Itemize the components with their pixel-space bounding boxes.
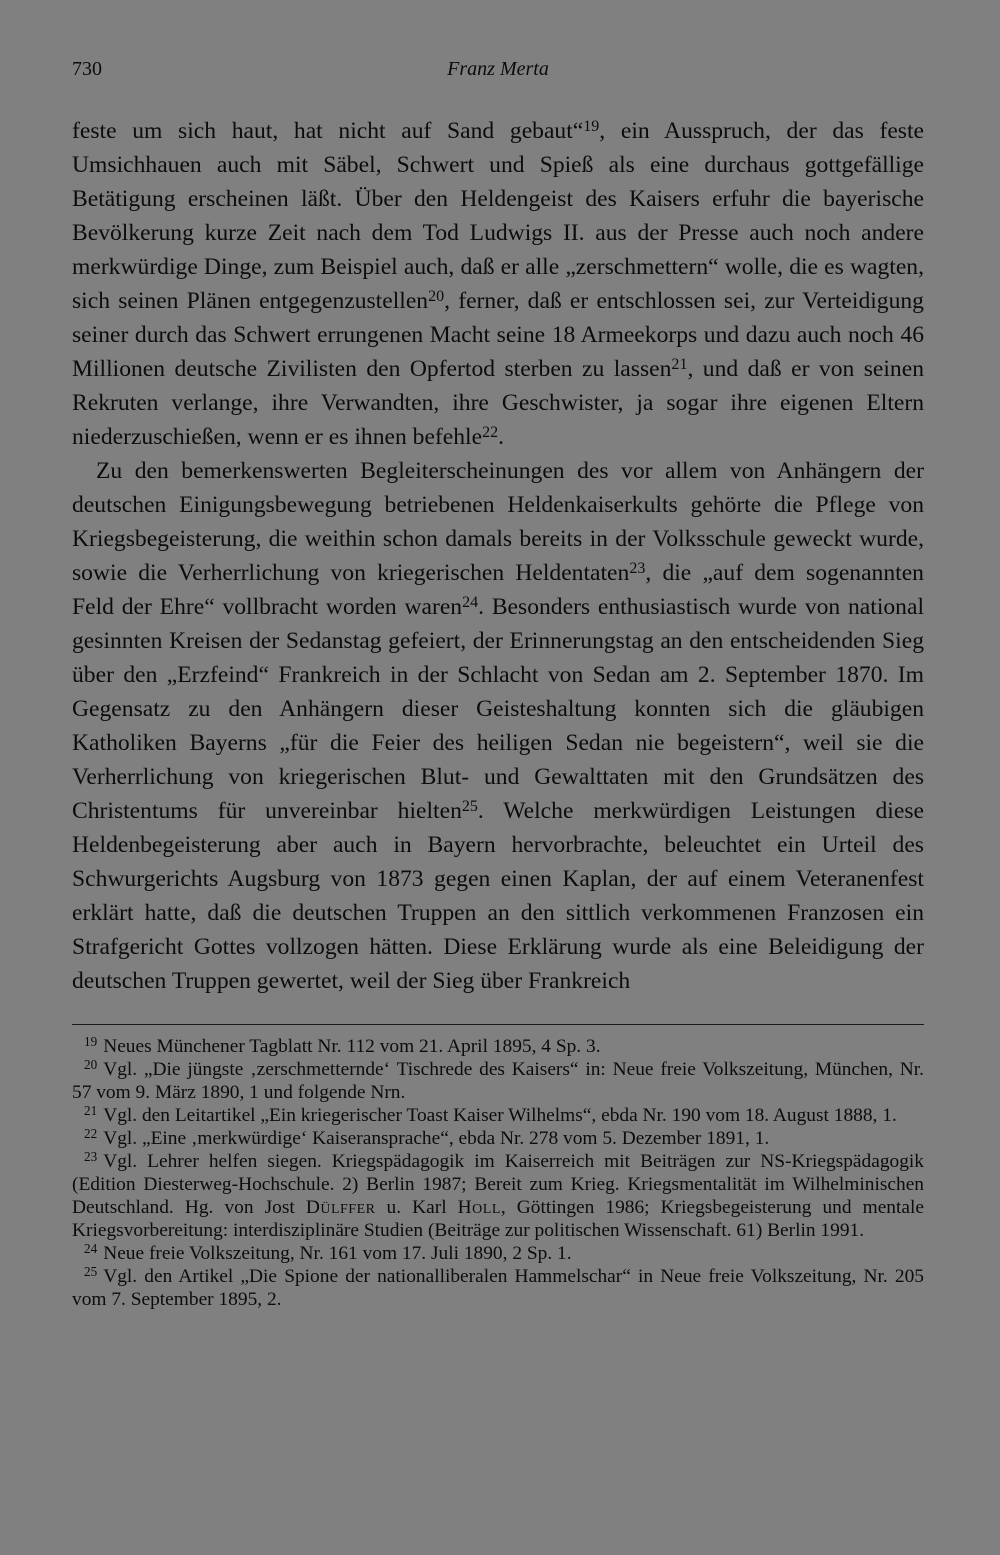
footnote-divider (72, 1024, 924, 1025)
footnote-text: Vgl. Lehrer helfen siegen. Kriegspädagogik im Kaiserreich mit Beiträgen zur NS-Kriegspädagogik (Edition Diesterweg-Hochschule. 2) Berlin 1987; Bereit zum Krieg. Kriegsmentalität im Wilhelminischen Deutschland. Hg. von Jost (72, 1151, 924, 1218)
footnote-22 (72, 1127, 924, 1150)
author-name: Holl (457, 1197, 501, 1218)
footnote-25 (72, 1265, 924, 1311)
footnote-24 (72, 1242, 924, 1265)
text-segment: . Besonders enthusiastisch wurde von national gesinnten Kreisen der Sedanstag gefeiert, der Erinnerungstag an den entscheidenden Sieg über den „Erzfeind“ Frankreich in der Schlacht von Sedan am 2. September 1870. Im Gegensatz zu den Anhängern dieser Geisteshaltung konnten sich die gläubigen Katholiken Bayerns „für die Feier des heiligen Sedan nie begeistern“, weil sie die Verherrlichung von kriegerischen Blut- und Gewalttaten mit den Grundsätzen des Christentums für unvereinbar hielten (72, 594, 924, 824)
footnote-text: Vgl. den Artikel „Die Spione der nationalliberalen Hammelschar“ in Neue freie Volkszeitung, Nr. 205 vom 7. September 1895, 2. (72, 1266, 924, 1310)
footnotes (72, 1035, 924, 1311)
footnote-reference-22: 22 (482, 423, 499, 441)
page-content (72, 52, 924, 1311)
footnote-reference-24: 24 (462, 593, 479, 611)
text-segment: , und daß er von seinen Rekruten verlange, ihre Verwandten, ihre Geschwister, ja sogar ihre eigenen Eltern niederzuschießen, wenn er es ihnen befehle (72, 356, 924, 450)
footnote-text: Vgl. „Die jüngste ‚zerschmetternde‘ Tischrede des Kaisers“ in: Neue freie Volkszeitung, München, Nr. 57 vom 9. März 1890, 1 und folgende Nrn. (72, 1059, 924, 1103)
text-segment: Zu den bemerkenswerten Begleiterscheinungen des vor allem von Anhängern der deutschen Einigungsbewegung betriebenen Heldenkaiserkults gehörte die Pflege von Kriegsbegeisterung, die weithin schon damals bereits in der Volksschule geweckt wurde, sowie die Verherrlichung von kriegerischen Heldentaten (72, 458, 924, 586)
footnote-text: Neues Münchener Tagblatt Nr. 112 vom 21. April 1895, 4 Sp. 3. (103, 1036, 601, 1057)
page-number: 730 (72, 58, 102, 80)
footnote-reference-19: 19 (583, 117, 600, 135)
text-segment: feste um sich haut, hat nicht auf Sand gebaut“ (72, 118, 584, 144)
footnote-reference-20: 20 (428, 287, 445, 305)
author-name: Dülffer (305, 1197, 376, 1218)
body-text (72, 114, 924, 998)
footnote-19 (72, 1035, 924, 1058)
running-head (72, 52, 924, 90)
paragraph-2 (72, 454, 924, 998)
running-title: Franz Merta (447, 58, 549, 80)
text-segment: , ein Ausspruch, der das feste Umsichhauen auch mit Säbel, Schwert und Spieß als eine durchaus gottgefällige Betätigung erscheinen läßt. Über den Heldengeist des Kaisers erfuhr die bayerische Bevölkerung kurze Zeit nach dem Tod Ludwigs II. aus der Presse auch noch andere merkwürdige Dinge, zum Beispiel auch, daß er alle „zerschmettern“ wolle, die es wagten, sich seinen Plänen entgegenzustellen (72, 118, 925, 314)
footnote-reference-21: 21 (671, 355, 688, 373)
footnote-reference-23: 23 (629, 559, 646, 577)
footnote-number: 25 (84, 1264, 98, 1280)
footnote-text: , Göttingen 1986; Kriegsbegeisterung und mentale Kriegsvorbereitung: interdisziplinäre Studien (Beiträge zur politischen Wissenschaft. 61) Berlin 1991. (72, 1197, 924, 1241)
text-segment: . Welche merkwürdigen Leistungen diese Heldenbegeisterung aber auch in Bayern hervorbrachte, beleuchtet ein Urteil des Schwurgerichts Augsburg von 1873 gegen einen Kaplan, der auf einem Veteranenfest erklärt hatte, daß die deutschen Truppen an den sittlich verkommenen Franzosen ein Strafgericht Gottes vollzogen hätten. Diese Erklärung wurde als eine Beleidigung der deutschen Truppen gewertet, weil der Sieg über Frankreich (72, 798, 924, 994)
footnote-number: 24 (84, 1241, 98, 1257)
footnote-20 (72, 1058, 924, 1104)
footnote-number: 23 (84, 1149, 98, 1165)
footnote-number: 22 (84, 1126, 98, 1142)
text-segment: , ferner, daß er entschlossen sei, zur Verteidigung seiner durch das Schwert errungenen Macht seine 18 Armeekorps und dazu auch noch 46 Millionen deutsche Zivilisten den Opfertod sterben zu lassen (72, 288, 924, 382)
footnote-text: Vgl. den Leitartikel „Ein kriegerischer Toast Kaiser Wilhelms“, ebda Nr. 190 vom 18. August 1888, 1. (103, 1105, 897, 1126)
text-segment: . (498, 424, 505, 450)
footnote-number: 21 (84, 1103, 98, 1119)
footnote-text: u. Karl (375, 1197, 458, 1218)
footnote-number: 19 (84, 1034, 98, 1050)
footnote-reference-25: 25 (461, 797, 478, 815)
footnote-text: Neue freie Volkszeitung, Nr. 161 vom 17. Juli 1890, 2 Sp. 1. (103, 1243, 572, 1264)
footnote-21 (72, 1104, 924, 1127)
paragraph-1 (72, 114, 924, 454)
footnote-text: Vgl. „Eine ‚merkwürdige‘ Kaiseransprache“, ebda Nr. 278 vom 5. Dezember 1891, 1. (103, 1128, 770, 1149)
footnote-23 (72, 1150, 924, 1242)
text-segment: , die „auf dem sogenannten Feld der Ehre“ vollbracht worden waren (72, 560, 924, 620)
footnote-number: 20 (84, 1057, 98, 1073)
